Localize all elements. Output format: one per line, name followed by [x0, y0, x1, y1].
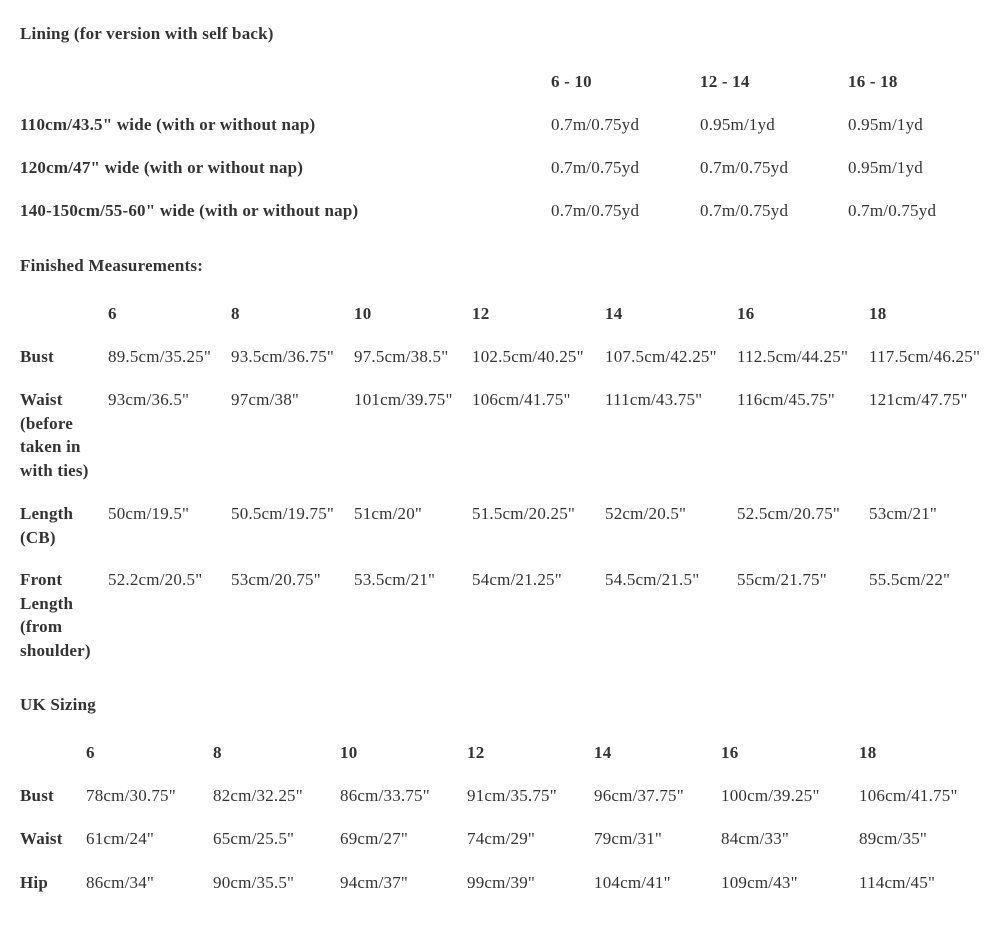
finished-size-header: 14: [605, 304, 623, 323]
lining-cell: 0.95m/1yd: [700, 115, 775, 134]
uk-cell: 114cm/45": [859, 873, 936, 892]
finished-cell: 55.5cm/22": [869, 570, 951, 589]
uk-cell: 84cm/33": [721, 829, 790, 848]
finished-title: Finished Measurements:: [20, 256, 204, 275]
finished-cell: 121cm/47.75": [869, 390, 968, 409]
finished-row-label: Front Length (from shoulder): [20, 570, 91, 660]
uk-cell: 65cm/25.5": [213, 829, 295, 848]
finished-cell: 97.5cm/38.5": [354, 347, 449, 366]
finished-cell: 89.5cm/35.25": [108, 347, 212, 366]
finished-size-header: 12: [472, 304, 490, 323]
lining-row-label: 120cm/47" wide (with or without nap): [20, 158, 304, 177]
lining-cell: 0.7m/0.75yd: [700, 201, 789, 220]
finished-cell: 53.5cm/21": [354, 570, 436, 589]
lining-column-header: 16 - 18: [848, 72, 898, 91]
uk-cell: 100cm/39.25": [721, 786, 820, 805]
finished-cell: 52.5cm/20.75": [737, 504, 841, 523]
uk-cell: 78cm/30.75": [86, 786, 176, 805]
uk-row-label: Hip: [20, 873, 49, 892]
uk-size-header: 8: [213, 743, 222, 762]
finished-cell: 102.5cm/40.25": [472, 347, 584, 366]
uk-cell: 90cm/35.5": [213, 873, 295, 892]
finished-cell: 93cm/36.5": [108, 390, 190, 409]
uk-size-header: 12: [467, 743, 485, 762]
finished-cell: 53cm/20.75": [231, 570, 321, 589]
uk-cell: 94cm/37": [340, 873, 409, 892]
uk-cell: 91cm/35.75": [467, 786, 557, 805]
lining-row-label: 140-150cm/55-60" wide (with or without nap): [20, 201, 359, 220]
finished-cell: 51cm/20": [354, 504, 423, 523]
uk-cell: 106cm/41.75": [859, 786, 958, 805]
finished-cell: 93.5cm/36.75": [231, 347, 335, 366]
finished-cell: 107.5cm/42.25": [605, 347, 717, 366]
uk-cell: 86cm/34": [86, 873, 155, 892]
finished-cell: 55cm/21.75": [737, 570, 827, 589]
finished-cell: 51.5cm/20.25": [472, 504, 576, 523]
lining-title: Lining (for version with self back): [20, 24, 274, 43]
finished-cell: 106cm/41.75": [472, 390, 571, 409]
uk-size-header: 16: [721, 743, 739, 762]
finished-row-label: Bust: [20, 347, 54, 366]
finished-cell: 116cm/45.75": [737, 390, 835, 409]
finished-size-header: 6: [108, 304, 117, 323]
uk-cell: 61cm/24": [86, 829, 155, 848]
uk-cell: 104cm/41": [594, 873, 671, 892]
finished-cell: 97cm/38": [231, 390, 300, 409]
finished-cell: 111cm/43.75": [605, 390, 703, 409]
finished-cell: 117.5cm/46.25": [869, 347, 981, 366]
uk-size-header: 6: [86, 743, 95, 762]
finished-cell: 52cm/20.5": [605, 504, 687, 523]
finished-cell: 101cm/39.75": [354, 390, 453, 409]
uk-cell: 74cm/29": [467, 829, 536, 848]
lining-cell: 0.7m/0.75yd: [551, 115, 640, 134]
finished-size-header: 8: [231, 304, 240, 323]
lining-cell: 0.7m/0.75yd: [700, 158, 789, 177]
finished-cell: 112.5cm/44.25": [737, 347, 849, 366]
uk-cell: 79cm/31": [594, 829, 663, 848]
finished-row-label: Waist (before taken in with ties): [20, 390, 89, 480]
finished-row-label: Length (CB): [20, 504, 74, 547]
uk-cell: 82cm/32.25": [213, 786, 303, 805]
uk-size-header: 10: [340, 743, 358, 762]
lining-cell: 0.95m/1yd: [848, 158, 923, 177]
finished-size-header: 18: [869, 304, 887, 323]
finished-cell: 52.2cm/20.5": [108, 570, 203, 589]
finished-size-header: 10: [354, 304, 372, 323]
lining-column-header: 12 - 14: [700, 72, 750, 91]
finished-cell: 54cm/21.25": [472, 570, 562, 589]
uk-size-header: 18: [859, 743, 877, 762]
lining-row-label: 110cm/43.5" wide (with or without nap): [20, 115, 316, 134]
uk-cell: 96cm/37.75": [594, 786, 684, 805]
finished-cell: 50cm/19.5": [108, 504, 190, 523]
finished-cell: 53cm/21": [869, 504, 938, 523]
uk-row-label: Waist: [20, 829, 63, 848]
uk-cell: 99cm/39": [467, 873, 536, 892]
lining-cell: 0.7m/0.75yd: [848, 201, 937, 220]
uk-sizing-title: UK Sizing: [20, 695, 96, 714]
lining-cell: 0.95m/1yd: [848, 115, 923, 134]
uk-row-label: Bust: [20, 786, 54, 805]
finished-cell: 50.5cm/19.75": [231, 504, 335, 523]
uk-cell: 89cm/35": [859, 829, 928, 848]
uk-size-header: 14: [594, 743, 612, 762]
lining-cell: 0.7m/0.75yd: [551, 201, 640, 220]
finished-size-header: 16: [737, 304, 755, 323]
finished-cell: 54.5cm/21.5": [605, 570, 700, 589]
uk-cell: 69cm/27": [340, 829, 409, 848]
lining-cell: 0.7m/0.75yd: [551, 158, 640, 177]
uk-cell: 109cm/43": [721, 873, 798, 892]
uk-cell: 86cm/33.75": [340, 786, 430, 805]
lining-column-header: 6 - 10: [551, 72, 592, 91]
